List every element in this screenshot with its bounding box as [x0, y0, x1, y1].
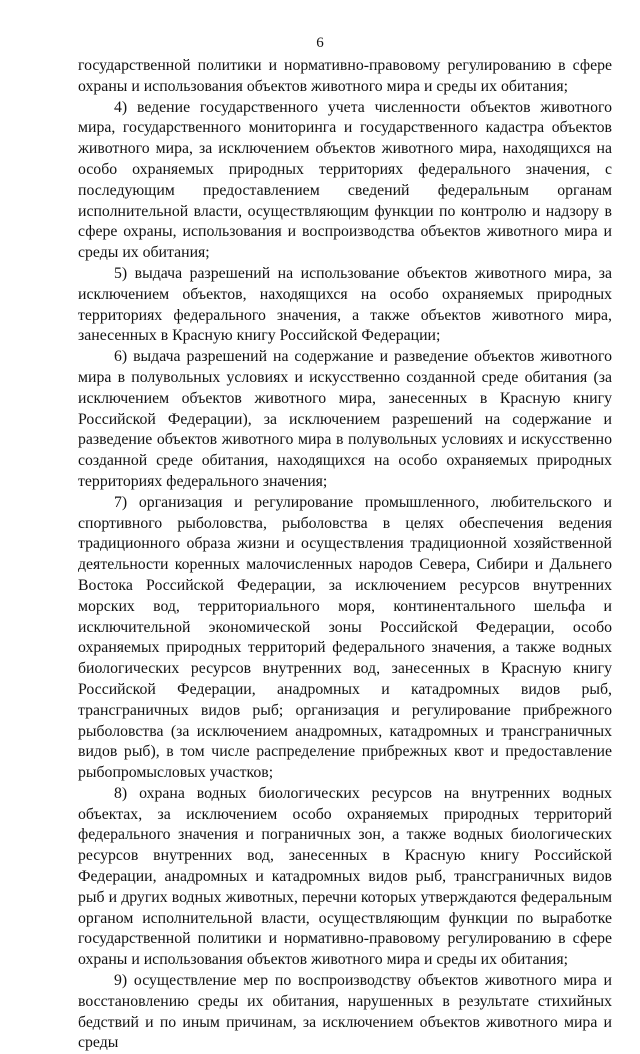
paragraph-item-7: 7) организация и регулирование промышленного, любительского и спортивного рыболовства, рыболовства в целях обеспечения ведения традиционного образа жизни и осуществления традиционной хозяйственной деятельности коренных малочисленных народов Севера, Сибири и Дальнего Востока Российской Федерации, за исключением ресурсов внутренних морских вод, территориального моря, континентального шельфа и исключительной экономической зоны Российской Федерации, особо охраняемых природных территорий федерального значения, а также водных биологических ресурсов внутренних вод, занесенных в Красную книгу Российской Федерации, анадромных и катадромных видов рыб, трансграничных видов рыб; организация и регулирование прибрежного рыболовства (за исключением анадромных, катадромных и трансграничных видов рыб), в том числе распределение прибрежных квот и предоставление рыбопромысловых участков; — [78, 493, 612, 782]
page-number: 6 — [316, 35, 324, 51]
document-body — [78, 56, 612, 1054]
paragraph-item-8: 8) охрана водных биологических ресурсов на внутренних водных объектах, за исключением особо охраняемых природных территорий федерального значения и пограничных зон, а также водных биологических ресурсов внутренних вод, занесенных в Красную книгу Российской Федерации, анадромных и катадромных видов рыб, трансграничных видов рыб и других водных животных, перечни которых утверждаются федеральным органом исполнительной власти, осуществляющим функции по выработке государственной политики и нормативно-правовому регулированию в сфере охраны и использования объектов животного мира и среды их обитания; — [78, 784, 612, 969]
paragraph-item-9: 9) осуществление мер по воспроизводству объектов животного мира и восстановлению среды их обитания, нарушенных в результате стихийных бедствий и по иным причинам, за исключением объектов животного мира и среды — [78, 972, 612, 1052]
paragraph-item-4: 4) ведение государственного учета численности объектов животного мира, государственного мониторинга и государственного кадастра объектов животного мира, за исключением объектов животного мира, находящихся на особо охраняемых природных территориях федерального значения, с последующим предоставлением сведений федеральным органам исполнительной власти, осуществляющим функции по контролю и надзору в сфере охраны, использования и воспроизводства объектов животного мира и среды их обитания; — [78, 98, 612, 262]
paragraph-continuation: государственной политики и нормативно-правовому регулированию в сфере охраны и использования объектов животного мира и среды их обитания; — [78, 57, 612, 95]
paragraph-item-5: 5) выдача разрешений на использование объектов животного мира, за исключением объектов, находящихся на особо охраняемых природных территориях федерального значения, а также объектов животного мира, занесенных в Красную книгу Российской Федерации; — [78, 264, 612, 345]
paragraph-item-6: 6) выдача разрешений на содержание и разведение объектов животного мира в полувольных условиях и искусственно созданной среде обитания (за исключением объектов животного мира, занесенных в Красную книгу Российской Федерации), за исключением разрешений на содержание и разведение объектов животного мира в полувольных условиях и искусственно созданной среде обитания, находящихся на особо охраняемых природных территориях федерального значения; — [78, 348, 612, 490]
